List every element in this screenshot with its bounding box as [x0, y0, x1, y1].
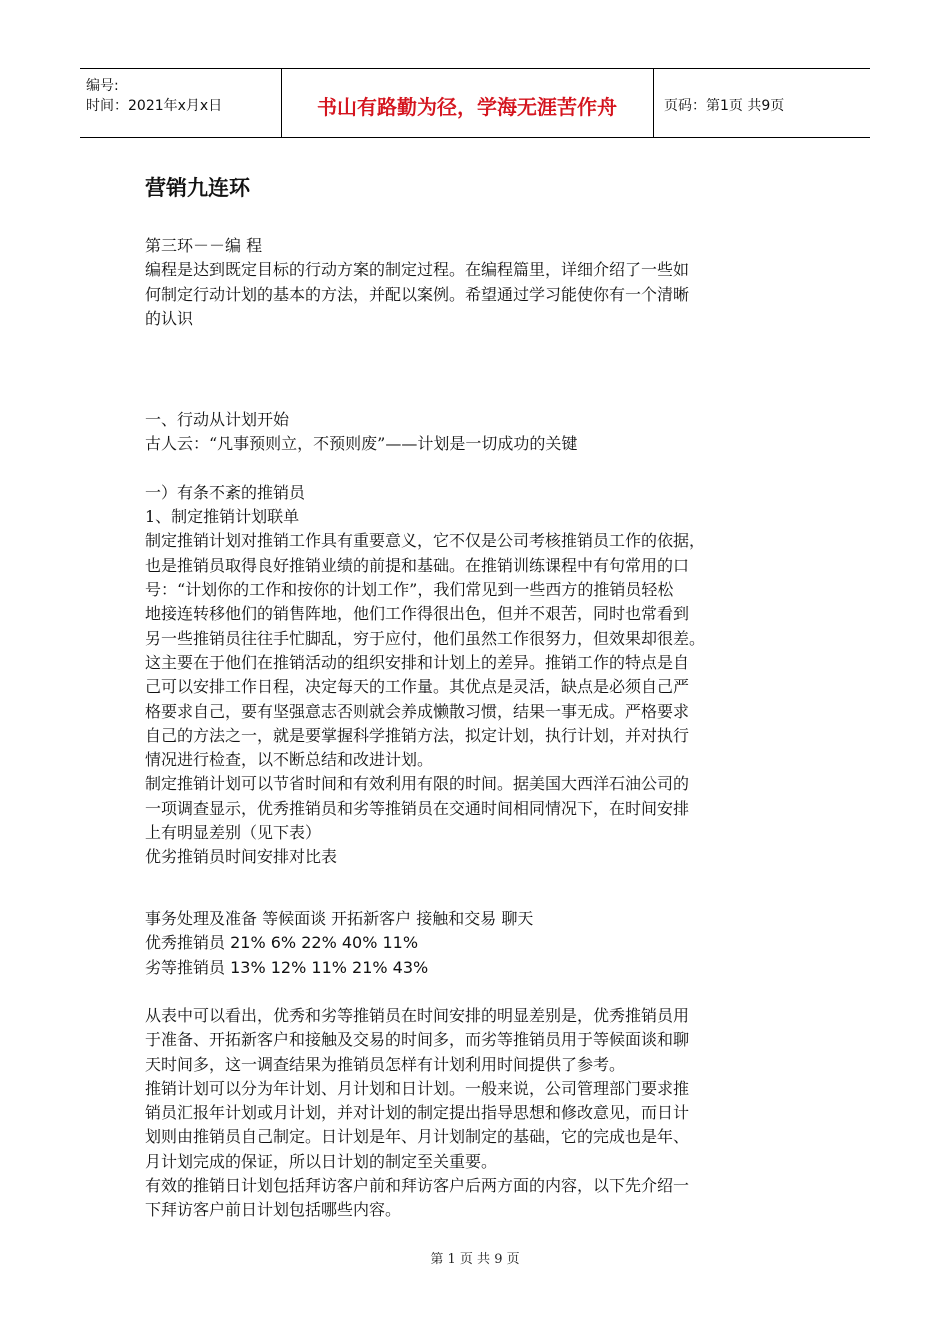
- intro-section: [145, 234, 815, 331]
- subsection-heading: 一）有条不紊的推销员: [145, 482, 306, 502]
- header-meta-cell: [80, 69, 282, 137]
- paragraph-line: 编程是达到既定目标的行动方案的制定过程。在编程篇里，详细介绍了一些如: [145, 260, 690, 280]
- paragraph-line: 格要求自己，要有坚强意志否则就会养成懒散习惯，结果一事无成。严格要求: [145, 701, 690, 721]
- paragraph-line: 于准备、开拓新客户和接触及交易的时间多，而劣等推销员用于等候面谈和聊: [145, 1030, 690, 1050]
- blank-line: [145, 457, 815, 481]
- paragraph-line: 号：“计划你的工作和按你的计划工作”，我们常见到一些西方的推销员轻松: [145, 580, 674, 600]
- paragraph-line: 推销计划可以分为年计划、月计划和日计划。一般来说，公司管理部门要求推: [145, 1078, 690, 1098]
- header-motto-cell: [281, 69, 654, 137]
- paragraph-line: 从表中可以看出，优秀和劣等推销员在时间安排的明显差别是，优秀推销员用: [145, 1006, 690, 1025]
- main-section: [145, 408, 815, 870]
- quote-line: 古人云：“凡事预则立，不预则废”——计划是一切成功的关键: [145, 434, 578, 454]
- paragraph-line: 制定推销计划对推销工作具有重要意义，它不仅是公司考核推销员工作的依据，: [145, 531, 706, 551]
- table-header-row: 事务处理及准备 等候面谈 开拓新客户 接触和交易 聊天: [145, 909, 534, 928]
- table-row: 优秀推销员 21% 6% 22% 40% 11%: [145, 933, 419, 953]
- paragraph-line: 销员汇报年计划或月计划，并对计划的制定提出指导思想和修改意见，而日计: [145, 1103, 690, 1123]
- paragraph-line: 这主要在于他们在推销活动的组织安排和计划上的差异。推销工作的特点是自: [145, 652, 690, 672]
- paragraph-line: 的认识: [145, 308, 194, 328]
- paragraph-line: 何制定行动计划的基本的方法，并配以案例。希望通过学习能使你有一个清晰: [145, 284, 690, 304]
- page-footer: 第 1 页 共 9 页: [430, 1252, 520, 1267]
- time-comparison-table: [145, 907, 815, 980]
- header-page-cell: [653, 69, 870, 137]
- analysis-section: [145, 1004, 815, 1223]
- section-heading: 一、行动从计划开始: [145, 410, 290, 429]
- paragraph-line: 下拜访客户前日计划包括哪些内容。: [145, 1200, 402, 1220]
- paragraph-line: 制定推销计划可以节省时间和有效利用有限的时间。据美国大西洋石油公司的: [145, 774, 690, 794]
- document-date: 时间：2021年x月x日: [86, 98, 223, 114]
- paragraph-line: 自己的方法之一，就是要掌握科学推销方法，拟定计划，执行计划，并对执行: [145, 725, 690, 745]
- paragraph-line: 划则由推销员自己制定。日计划是年、月计划制定的基础，它的完成也是年、: [145, 1127, 690, 1147]
- page-header: [80, 68, 870, 138]
- paragraph-line: 情况进行检查，以不断总结和改进计划。: [145, 750, 434, 770]
- subsection-heading: 1、制定推销计划联单: [145, 507, 300, 527]
- paragraph-line: 有效的推销日计划包括拜访客户前和拜访客户后两方面的内容，以下先介绍一: [145, 1176, 690, 1196]
- document-title: 营销九连环: [145, 176, 250, 200]
- table-caption: 优劣推销员时间安排对比表: [145, 847, 338, 867]
- header-motto: 书山有路勤为径，学海无涯苦作舟: [317, 95, 617, 119]
- paragraph-line: 上有明显差别（见下表）: [145, 823, 322, 843]
- paragraph-line: 天时间多，这一调查结果为推销员怎样有计划利用时间提供了参考。: [145, 1054, 626, 1074]
- header-page-info: 页码：第1页 共9页: [664, 98, 785, 114]
- paragraph-line: 月计划完成的保证，所以日计划的制定至关重要。: [145, 1151, 498, 1171]
- section-heading: 第三环－－编 程: [145, 236, 263, 255]
- paragraph-line: 也是推销员取得良好推销业绩的前提和基础。在推销训练课程中有句常用的口: [145, 555, 690, 575]
- paragraph-line: 一项调查显示，优秀推销员和劣等推销员在交通时间相同情况下，在时间安排: [145, 798, 690, 818]
- paragraph-line: 己可以安排工作日程，决定每天的工作量。其优点是灵活，缺点是必须自己严: [145, 677, 690, 697]
- paragraph-line: 地接连转移他们的销售阵地，他们工作得很出色，但并不艰苦，同时也常看到: [145, 604, 690, 624]
- paragraph-line: 另一些推销员往往手忙脚乱，穷于应付，他们虽然工作很努力，但效果却很差。: [145, 628, 706, 648]
- document-number-label: 编号:: [86, 78, 119, 94]
- table-row: 劣等推销员 13% 12% 11% 21% 43%: [145, 957, 429, 977]
